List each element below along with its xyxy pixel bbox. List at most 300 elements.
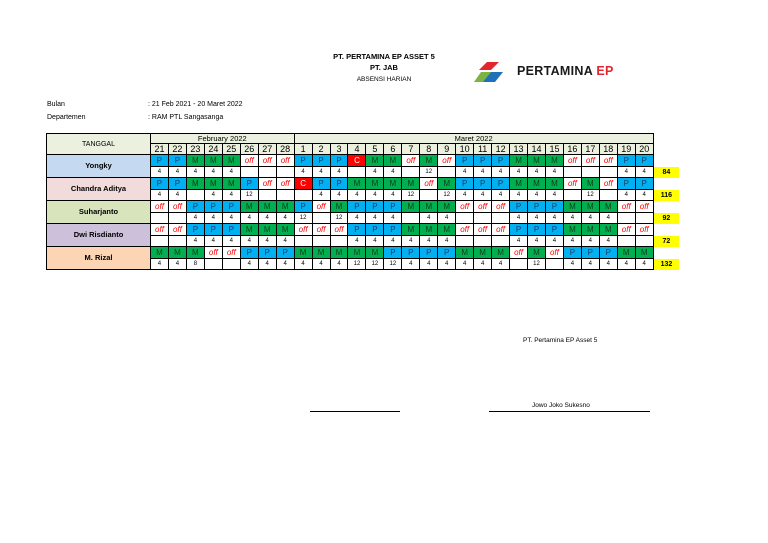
hours-cell: 4: [151, 259, 169, 270]
day-header: 14: [528, 144, 546, 155]
hours-cell: 4: [420, 213, 438, 224]
hours-cell: [186, 190, 204, 201]
shift-cell: M: [312, 247, 330, 259]
hours-cell: 12: [366, 259, 384, 270]
hours-cell: 4: [204, 236, 222, 247]
hours-cell: 4: [563, 213, 581, 224]
shift-cell: off: [276, 178, 294, 190]
hours-cell: 4: [528, 213, 546, 224]
hours-cell: 4: [581, 236, 599, 247]
shift-cell: P: [366, 224, 384, 236]
hours-cell: 4: [581, 259, 599, 270]
shift-cell: M: [240, 201, 258, 213]
shift-cell: off: [563, 178, 581, 190]
month-header: Maret 2022: [294, 134, 653, 144]
hours-cell: [276, 190, 294, 201]
shift-cell: M: [528, 155, 546, 167]
shift-cell: C: [348, 155, 366, 167]
shift-cell: P: [617, 155, 635, 167]
hours-cell: [402, 213, 420, 224]
hours-cell: 4: [186, 213, 204, 224]
shift-cell: M: [510, 155, 528, 167]
shift-cell: M: [420, 201, 438, 213]
shift-cell: off: [204, 247, 222, 259]
shift-cell: M: [330, 201, 348, 213]
shift-cell: P: [384, 247, 402, 259]
employee-name: M. Rizal: [47, 247, 151, 270]
day-header: 7: [402, 144, 420, 155]
hours-cell: 4: [240, 259, 258, 270]
hours-cell: 4: [348, 236, 366, 247]
shift-cell: off: [474, 201, 492, 213]
blank-cell: [653, 201, 679, 213]
shift-cell: off: [258, 178, 276, 190]
day-header: 11: [474, 144, 492, 155]
shift-cell: M: [348, 247, 366, 259]
employee-name: Suharjanto: [47, 201, 151, 224]
shift-cell: M: [402, 178, 420, 190]
hours-cell: 4: [563, 259, 581, 270]
hours-cell: 4: [510, 213, 528, 224]
shift-cell: P: [420, 247, 438, 259]
shift-cell: M: [581, 201, 599, 213]
shift-cell: off: [617, 201, 635, 213]
shift-cell: M: [456, 247, 474, 259]
hours-cell: 4: [348, 213, 366, 224]
shift-cell: off: [240, 155, 258, 167]
shift-cell: M: [222, 155, 240, 167]
period-value: : 21 Feb 2021 - 20 Maret 2022: [148, 101, 243, 108]
shift-cell: M: [510, 178, 528, 190]
shift-cell: off: [599, 178, 617, 190]
hours-cell: 4: [617, 190, 635, 201]
shift-cell: M: [402, 224, 420, 236]
hours-cell: [599, 167, 617, 178]
shift-cell: M: [402, 201, 420, 213]
shift-cell: P: [545, 224, 563, 236]
hours-cell: 4: [222, 190, 240, 201]
shift-cell: M: [186, 155, 204, 167]
hours-cell: 4: [635, 190, 653, 201]
shift-cell: P: [294, 155, 312, 167]
shift-cell: P: [510, 201, 528, 213]
shift-cell: off: [438, 155, 456, 167]
shift-cell: M: [276, 224, 294, 236]
hours-cell: 4: [510, 190, 528, 201]
hours-cell: 4: [510, 167, 528, 178]
blank-cell: [653, 247, 679, 259]
hours-cell: 4: [168, 259, 186, 270]
hours-cell: 4: [528, 167, 546, 178]
shift-cell: M: [258, 224, 276, 236]
hours-cell: [312, 236, 330, 247]
hours-cell: [204, 259, 222, 270]
hours-cell: [420, 190, 438, 201]
hours-cell: 4: [438, 213, 456, 224]
hours-cell: 4: [330, 190, 348, 201]
hours-cell: 4: [366, 190, 384, 201]
shift-cell: P: [276, 247, 294, 259]
shift-cell: P: [563, 247, 581, 259]
shift-cell: M: [294, 247, 312, 259]
hours-cell: [348, 167, 366, 178]
shift-cell: M: [599, 224, 617, 236]
shift-cell: P: [330, 155, 348, 167]
shift-cell: M: [528, 178, 546, 190]
shift-cell: off: [222, 247, 240, 259]
day-header: 23: [186, 144, 204, 155]
hours-cell: 4: [168, 190, 186, 201]
pertamina-logo-icon: [473, 60, 513, 86]
hours-cell: [168, 213, 186, 224]
shift-cell: off: [168, 224, 186, 236]
hours-cell: 4: [635, 167, 653, 178]
shift-cell: P: [510, 224, 528, 236]
hours-cell: 12: [402, 190, 420, 201]
hours-cell: 4: [528, 190, 546, 201]
day-header: 28: [276, 144, 294, 155]
shift-cell: P: [438, 247, 456, 259]
hours-cell: 4: [312, 190, 330, 201]
shift-cell: M: [545, 155, 563, 167]
shift-cell: off: [151, 224, 169, 236]
hours-cell: 4: [168, 167, 186, 178]
shift-cell: M: [492, 247, 510, 259]
shift-cell: P: [456, 178, 474, 190]
shift-cell: P: [599, 247, 617, 259]
day-header: 25: [222, 144, 240, 155]
signature-line-left: [310, 411, 400, 412]
hours-cell: 4: [258, 213, 276, 224]
day-header: 15: [545, 144, 563, 155]
shift-cell: P: [222, 201, 240, 213]
hours-cell: [294, 236, 312, 247]
shift-cell: off: [474, 224, 492, 236]
shift-cell: off: [492, 201, 510, 213]
hours-cell: 4: [240, 213, 258, 224]
shift-cell: M: [420, 155, 438, 167]
shift-cell: M: [204, 178, 222, 190]
hours-cell: [258, 167, 276, 178]
employee-name: Yongky: [47, 155, 151, 178]
hours-cell: [222, 259, 240, 270]
hours-cell: 12: [240, 190, 258, 201]
shift-cell: off: [510, 247, 528, 259]
shift-cell: off: [617, 224, 635, 236]
shift-cell: P: [240, 178, 258, 190]
attendance-table: [46, 133, 679, 270]
hours-cell: [635, 213, 653, 224]
hours-cell: 4: [366, 213, 384, 224]
hours-cell: 4: [240, 236, 258, 247]
hours-cell: 4: [545, 167, 563, 178]
company-title: PT. PERTAMINA EP ASSET 5: [333, 52, 435, 61]
hours-cell: 12: [384, 259, 402, 270]
hours-cell: [276, 167, 294, 178]
hours-cell: 4: [222, 213, 240, 224]
shift-cell: P: [384, 201, 402, 213]
blank-cell: [653, 134, 679, 155]
hours-cell: [563, 190, 581, 201]
shift-cell: P: [151, 178, 169, 190]
shift-cell: M: [438, 224, 456, 236]
shift-cell: P: [151, 155, 169, 167]
shift-cell: P: [186, 201, 204, 213]
shift-cell: P: [635, 155, 653, 167]
hours-cell: [258, 190, 276, 201]
day-header: 10: [456, 144, 474, 155]
hours-cell: 4: [581, 213, 599, 224]
hours-cell: [617, 236, 635, 247]
shift-cell: off: [276, 155, 294, 167]
employee-name: Dwi Risdianto: [47, 224, 151, 247]
hours-cell: 4: [438, 259, 456, 270]
shift-cell: P: [168, 178, 186, 190]
shift-cell: P: [312, 155, 330, 167]
hours-cell: 4: [492, 190, 510, 201]
hours-cell: 4: [420, 259, 438, 270]
shift-cell: P: [545, 201, 563, 213]
hours-cell: [492, 236, 510, 247]
shift-cell: off: [545, 247, 563, 259]
shift-cell: M: [384, 155, 402, 167]
hours-cell: [240, 167, 258, 178]
shift-cell: off: [581, 155, 599, 167]
shift-cell: P: [204, 201, 222, 213]
shift-cell: M: [563, 201, 581, 213]
day-header: 6: [384, 144, 402, 155]
hours-cell: 12: [294, 213, 312, 224]
hours-cell: [456, 236, 474, 247]
total-hours: 116: [653, 190, 679, 201]
day-header: 17: [581, 144, 599, 155]
shift-cell: M: [420, 224, 438, 236]
shift-cell: off: [151, 201, 169, 213]
shift-cell: off: [294, 224, 312, 236]
hours-cell: 4: [474, 167, 492, 178]
day-header: 24: [204, 144, 222, 155]
hours-cell: 4: [222, 236, 240, 247]
shift-cell: M: [168, 247, 186, 259]
hours-cell: [151, 213, 169, 224]
shift-cell: off: [563, 155, 581, 167]
hours-cell: 4: [204, 167, 222, 178]
hours-cell: [330, 236, 348, 247]
hours-cell: 4: [151, 167, 169, 178]
shift-cell: M: [617, 247, 635, 259]
hours-cell: 4: [258, 259, 276, 270]
hours-cell: [599, 190, 617, 201]
day-header: 16: [563, 144, 581, 155]
shift-cell: P: [330, 178, 348, 190]
hours-cell: 4: [294, 167, 312, 178]
shift-cell: P: [204, 224, 222, 236]
hours-cell: [438, 167, 456, 178]
hours-cell: 4: [222, 167, 240, 178]
day-header: 19: [617, 144, 635, 155]
day-header: 22: [168, 144, 186, 155]
hours-cell: 4: [151, 190, 169, 201]
hours-cell: 4: [276, 236, 294, 247]
shift-cell: M: [635, 247, 653, 259]
hours-cell: 4: [492, 167, 510, 178]
shift-cell: P: [528, 224, 546, 236]
shift-cell: P: [384, 224, 402, 236]
hours-cell: 12: [348, 259, 366, 270]
shift-cell: off: [420, 178, 438, 190]
hours-cell: 4: [510, 236, 528, 247]
day-header: 3: [330, 144, 348, 155]
shift-cell: M: [545, 178, 563, 190]
shift-cell: P: [474, 178, 492, 190]
hours-cell: [151, 236, 169, 247]
department-label: Departemen: [47, 114, 86, 121]
day-header: 26: [240, 144, 258, 155]
hours-cell: 4: [492, 259, 510, 270]
hours-cell: 4: [402, 259, 420, 270]
report-title: ABSENSI HARIAN: [356, 76, 412, 83]
shift-cell: off: [258, 155, 276, 167]
hours-cell: 4: [617, 259, 635, 270]
hours-cell: 4: [384, 213, 402, 224]
shift-cell: M: [438, 178, 456, 190]
shift-cell: off: [492, 224, 510, 236]
signer-name: Jowo Joko Sukesno: [532, 402, 590, 409]
hours-cell: [492, 213, 510, 224]
hours-cell: 4: [599, 213, 617, 224]
shift-cell: off: [312, 201, 330, 213]
month-header: February 2022: [151, 134, 295, 144]
shift-cell: off: [168, 201, 186, 213]
day-header: 8: [420, 144, 438, 155]
shift-cell: P: [528, 201, 546, 213]
shift-cell: P: [168, 155, 186, 167]
hours-cell: 4: [366, 167, 384, 178]
day-header: 2: [312, 144, 330, 155]
hours-cell: 4: [312, 259, 330, 270]
shift-cell: P: [474, 155, 492, 167]
hours-cell: [168, 236, 186, 247]
hours-cell: [563, 167, 581, 178]
shift-cell: off: [635, 201, 653, 213]
shift-cell: M: [240, 224, 258, 236]
hours-cell: [545, 259, 563, 270]
shift-cell: C: [294, 178, 312, 190]
shift-cell: M: [438, 201, 456, 213]
day-header: 1: [294, 144, 312, 155]
total-hours: 84: [653, 167, 679, 178]
hours-cell: 4: [599, 236, 617, 247]
blank-cell: [653, 224, 679, 236]
shift-cell: M: [348, 178, 366, 190]
hours-cell: 4: [438, 236, 456, 247]
shift-cell: P: [635, 178, 653, 190]
hours-cell: 4: [545, 213, 563, 224]
shift-cell: P: [348, 201, 366, 213]
day-header: 20: [635, 144, 653, 155]
hours-cell: 4: [276, 259, 294, 270]
shift-cell: off: [402, 155, 420, 167]
shift-cell: P: [366, 201, 384, 213]
hours-cell: 12: [581, 190, 599, 201]
shift-cell: P: [402, 247, 420, 259]
employee-name: Chandra Aditya: [47, 178, 151, 201]
shift-cell: M: [366, 247, 384, 259]
tanggal-header: TANGGAL: [47, 134, 151, 155]
shift-cell: M: [186, 178, 204, 190]
hours-cell: 4: [528, 236, 546, 247]
hours-cell: 4: [186, 236, 204, 247]
hours-cell: 4: [348, 190, 366, 201]
hours-cell: [510, 259, 528, 270]
pertamina-logo-text: PERTAMINA EP: [517, 64, 614, 78]
shift-cell: M: [151, 247, 169, 259]
hours-cell: [402, 167, 420, 178]
signature-line-right: [489, 411, 650, 412]
hours-cell: 4: [204, 213, 222, 224]
shift-cell: M: [330, 247, 348, 259]
shift-cell: P: [617, 178, 635, 190]
shift-cell: P: [294, 201, 312, 213]
shift-cell: P: [581, 247, 599, 259]
hours-cell: 4: [330, 167, 348, 178]
hours-cell: [456, 213, 474, 224]
shift-cell: M: [366, 155, 384, 167]
shift-cell: P: [240, 247, 258, 259]
shift-cell: off: [312, 224, 330, 236]
day-header: 18: [599, 144, 617, 155]
day-header: 9: [438, 144, 456, 155]
shift-cell: M: [528, 247, 546, 259]
shift-cell: off: [456, 224, 474, 236]
hours-cell: 4: [276, 213, 294, 224]
shift-cell: off: [456, 201, 474, 213]
hours-cell: 4: [456, 167, 474, 178]
shift-cell: M: [276, 201, 294, 213]
hours-cell: 4: [617, 167, 635, 178]
shift-cell: M: [222, 178, 240, 190]
hours-cell: [635, 236, 653, 247]
shift-cell: M: [366, 178, 384, 190]
department-value: : RAM PTL Sangasanga: [148, 114, 224, 121]
shift-cell: P: [492, 155, 510, 167]
shift-cell: P: [492, 178, 510, 190]
hours-cell: 4: [474, 190, 492, 201]
hours-cell: 4: [402, 236, 420, 247]
hours-cell: 4: [474, 259, 492, 270]
hours-cell: 4: [384, 236, 402, 247]
shift-cell: off: [599, 155, 617, 167]
hours-cell: [312, 213, 330, 224]
shift-cell: P: [312, 178, 330, 190]
hours-cell: 4: [599, 259, 617, 270]
total-hours: 92: [653, 213, 679, 224]
hours-cell: 4: [312, 167, 330, 178]
total-hours: 72: [653, 236, 679, 247]
shift-cell: P: [222, 224, 240, 236]
hours-cell: [581, 167, 599, 178]
hours-cell: 4: [545, 236, 563, 247]
shift-cell: M: [563, 224, 581, 236]
shift-cell: M: [599, 201, 617, 213]
shift-cell: M: [474, 247, 492, 259]
blank-cell: [653, 155, 679, 167]
shift-cell: M: [204, 155, 222, 167]
day-header: 13: [510, 144, 528, 155]
hours-cell: 12: [438, 190, 456, 201]
day-header: 12: [492, 144, 510, 155]
shift-cell: P: [186, 224, 204, 236]
